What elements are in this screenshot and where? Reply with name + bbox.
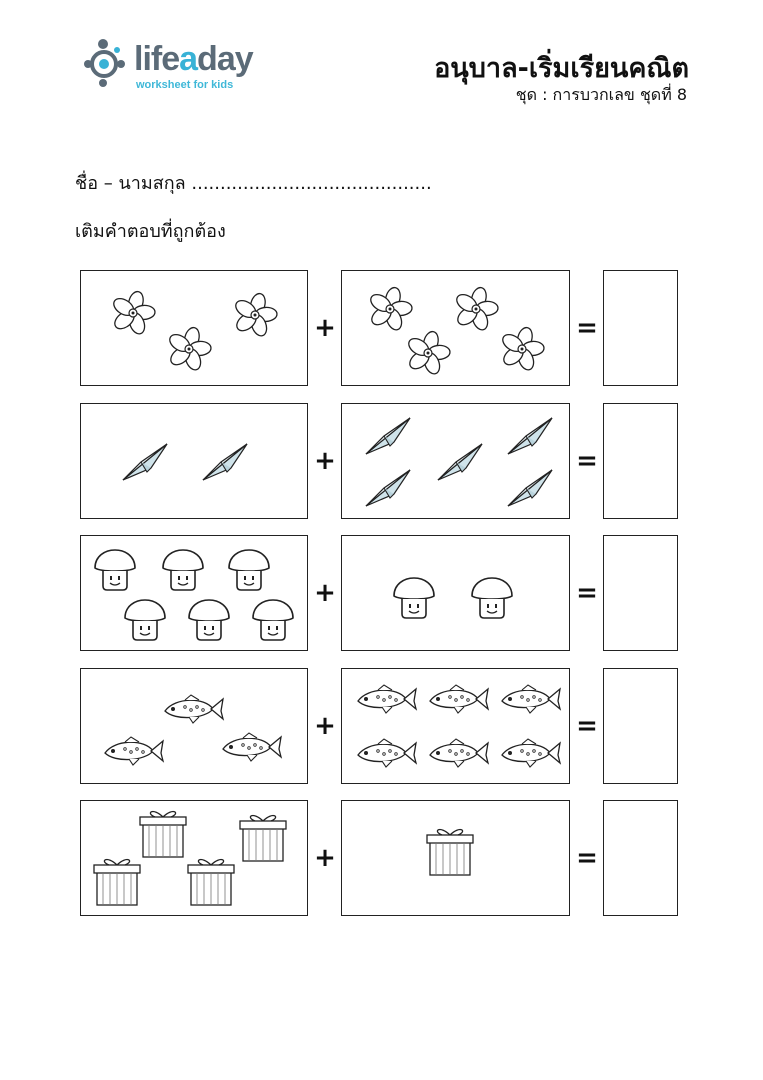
left-picture-box bbox=[80, 270, 308, 386]
mushroom-icon bbox=[253, 600, 293, 640]
flower-icon bbox=[233, 292, 278, 338]
plus-sign: + bbox=[314, 843, 336, 873]
plus-sign: + bbox=[314, 711, 336, 741]
left-picture-box bbox=[80, 668, 308, 784]
flower-icon bbox=[406, 330, 451, 376]
right-picture-box bbox=[341, 270, 570, 386]
fish-icon bbox=[502, 685, 560, 713]
logo-wordmark: lifeaday bbox=[134, 40, 253, 78]
gift-box-icon bbox=[140, 812, 186, 857]
paper-plane-icon bbox=[508, 470, 552, 506]
paper-plane-icon bbox=[203, 444, 247, 480]
equals-sign: = bbox=[576, 446, 598, 476]
name-field-line: ชื่อ – นามสกุล .......................................... bbox=[75, 173, 432, 194]
mushroom-icon bbox=[163, 550, 203, 590]
mushroom-icon bbox=[229, 550, 269, 590]
flower-icon bbox=[167, 326, 212, 372]
fish-icon bbox=[105, 737, 163, 765]
paper-plane-icon bbox=[508, 418, 552, 454]
left-picture-box bbox=[80, 403, 308, 519]
fish-icon bbox=[223, 733, 281, 761]
gift-box-icon bbox=[427, 830, 473, 875]
logo-molecule-icon bbox=[82, 38, 132, 88]
equals-sign: = bbox=[576, 711, 598, 741]
flower-icon bbox=[111, 290, 156, 336]
answer-box[interactable] bbox=[603, 800, 678, 916]
answer-box[interactable] bbox=[603, 668, 678, 784]
logo-tagline: worksheet for kids bbox=[136, 79, 234, 91]
plus-sign: + bbox=[314, 578, 336, 608]
left-picture-box bbox=[80, 535, 308, 651]
paper-plane-icon bbox=[123, 444, 167, 480]
fish-icon bbox=[502, 739, 560, 767]
paper-plane-icon bbox=[438, 444, 482, 480]
gift-box-icon bbox=[94, 860, 140, 905]
answer-box[interactable] bbox=[603, 403, 678, 519]
plus-sign: + bbox=[314, 446, 336, 476]
fish-icon bbox=[430, 739, 488, 767]
equals-sign: = bbox=[576, 578, 598, 608]
flower-icon bbox=[368, 286, 413, 332]
mushroom-icon bbox=[95, 550, 135, 590]
answer-box[interactable] bbox=[603, 535, 678, 651]
flower-icon bbox=[454, 286, 499, 332]
gift-box-icon bbox=[188, 860, 234, 905]
fish-icon bbox=[358, 739, 416, 767]
mushroom-icon bbox=[189, 600, 229, 640]
plus-sign: + bbox=[314, 313, 336, 343]
paper-plane-icon bbox=[366, 470, 410, 506]
fish-icon bbox=[358, 685, 416, 713]
instruction-text: เติมคำตอบที่ถูกต้อง bbox=[75, 221, 226, 242]
mushroom-icon bbox=[125, 600, 165, 640]
right-picture-box bbox=[341, 800, 570, 916]
left-picture-box bbox=[80, 800, 308, 916]
right-picture-box bbox=[341, 535, 570, 651]
answer-box[interactable] bbox=[603, 270, 678, 386]
equals-sign: = bbox=[576, 843, 598, 873]
fish-icon bbox=[165, 695, 223, 723]
mushroom-icon bbox=[472, 578, 512, 618]
page-subtitle: ชุด : การบวกเลข ชุดที่ 8 bbox=[515, 85, 687, 104]
equals-sign: = bbox=[576, 313, 598, 343]
page-title: อนุบาล-เริ่มเรียนคณิต bbox=[434, 53, 689, 84]
right-picture-box bbox=[341, 403, 570, 519]
fish-icon bbox=[430, 685, 488, 713]
gift-box-icon bbox=[240, 816, 286, 861]
flower-icon bbox=[500, 326, 545, 372]
mushroom-icon bbox=[394, 578, 434, 618]
logo bbox=[82, 38, 282, 98]
right-picture-box bbox=[341, 668, 570, 784]
paper-plane-icon bbox=[366, 418, 410, 454]
